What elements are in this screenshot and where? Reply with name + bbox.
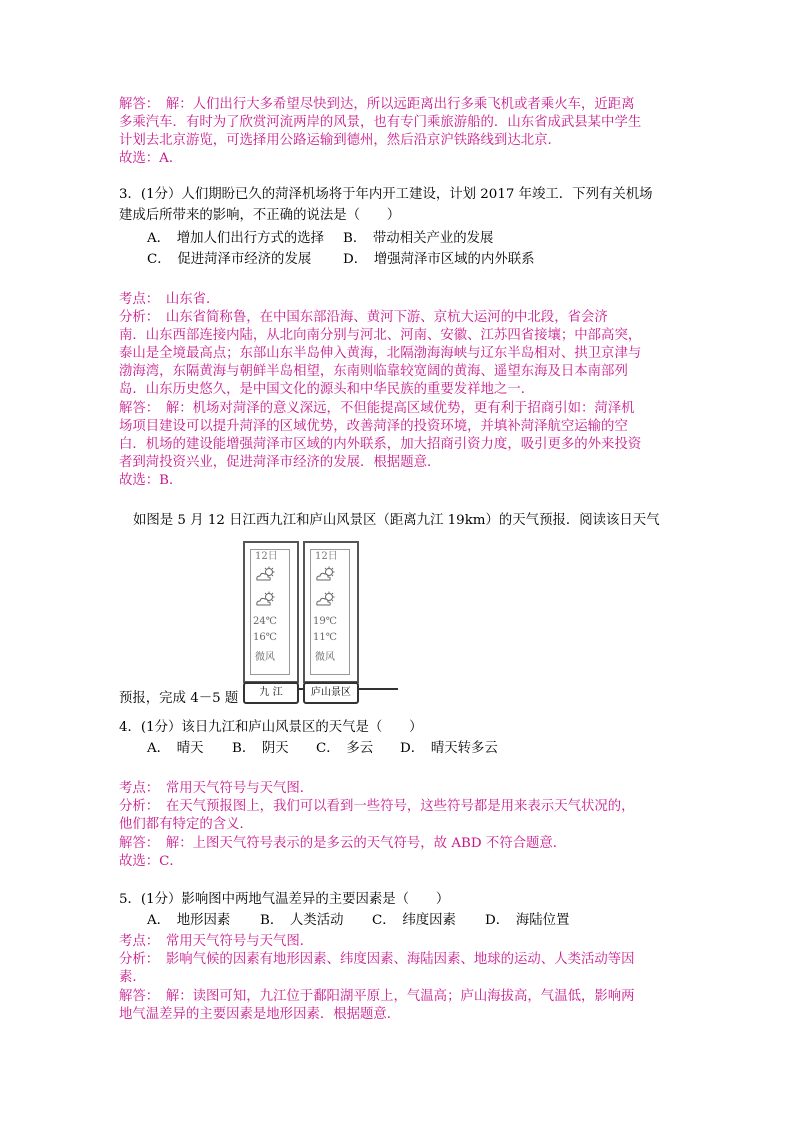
q2-answer-line-3: 计划去北京游览，可选择用公路运输到德州，然后沿京沪铁路线到达北京．: [119, 133, 561, 148]
q4-option-b: B． 阴天: [232, 741, 289, 756]
q2-choice: 故选：A．: [119, 151, 183, 166]
jiujiang-card: [243, 541, 299, 683]
q3-option-d: D． 增强菏泽市区域的内外联系: [343, 252, 535, 267]
q3-option-b: B． 带动相关产业的发展: [343, 231, 494, 246]
q5-option-c: C． 纬度因素: [372, 913, 456, 928]
lushan-high-temp: 19℃: [313, 616, 337, 627]
lushan-label: 庐山景区: [303, 682, 359, 704]
q3-option-c: C． 促进菏泽市经济的发展: [147, 252, 312, 267]
jiujiang-wind: 微风: [255, 652, 275, 663]
q3-stem-line-1: 3．(1分）人们期盼已久的菏泽机场将于年内开工建设，计划 2017 年竣工．下列有关机场: [119, 187, 653, 202]
q4-kaodian: 考点： 常用天气符号与天气图．: [119, 781, 314, 796]
q5-answer-line-2: 地气温差异的主要因素是地形因素．根据题意．: [119, 1007, 401, 1022]
q5-option-a: A． 地形因素: [147, 913, 231, 928]
intro-line-1: 如图是 5 月 12 日江西九江和庐山风景区（距离九江 19km）的天气预报．阅读该日天气: [133, 513, 660, 528]
q5-analysis-line-2: 素．: [119, 970, 146, 985]
q3-answer-line-3: 白．机场的建设能增强菏泽市区域的内外联系，加大招商引资力度，吸引更多的外来投资: [119, 437, 642, 452]
jiujiang-label: 九 江: [243, 682, 299, 704]
q4-option-d: D． 晴天转多云: [400, 741, 498, 756]
q4-option-c: C． 多云: [316, 741, 374, 756]
lushan-date: 12日: [315, 551, 338, 562]
lushan-wind: 微风: [315, 652, 335, 663]
q3-analysis-line-5: 岛．山东历史悠久，是中国文化的源头和中华民族的重要发祥地之一．: [119, 382, 535, 397]
lushan-low-temp: 11℃: [313, 632, 337, 643]
q2-answer-line-1: 解答： 解：人们出行大多希望尽快到达，所以远距离出行多乘飞机或者乘火车，近距离: [119, 97, 635, 112]
partly-cloudy-icon: [255, 591, 277, 607]
q4-option-a: A． 晴天: [147, 741, 204, 756]
q3-analysis-line-4: 渤海湾，东隔黄海与朝鲜半岛相望，东南则临靠较宽阔的黄海、遥望东海及日本南部列: [119, 364, 628, 379]
partly-cloudy-icon: [255, 566, 277, 582]
jiujiang-date: 12日: [255, 551, 278, 562]
q3-answer-line-2: 场项目建设可以提升菏泽的区域优势，改善菏泽的投资环境，并填补菏泽航空运输的空: [119, 419, 628, 434]
q3-choice: 故选：B．: [119, 473, 183, 488]
q4-choice: 故选：C．: [119, 854, 183, 869]
q4-analysis-line-1: 分析： 在天气预报图上，我们可以看到一些符号，这些符号都是用来表示天气状况的，: [119, 799, 635, 814]
q5-analysis-line-1: 分析： 影响气候的因素有地形因素、纬度因素、海陆因素、地球的运动、人类活动等因: [119, 952, 635, 967]
q3-kaodian: 考点： 山东省．: [119, 292, 220, 307]
q5-kaodian: 考点： 常用天气符号与天气图．: [119, 934, 314, 949]
q4-stem: 4．(1分）该日九江和庐山风景区的天气是（ ）: [119, 720, 423, 735]
q4-answer: 解答： 解：上图天气符号表示的是多云的天气符号，故 ABD 不符合题意．: [119, 836, 567, 851]
jiujiang-low-temp: 16℃: [253, 632, 277, 643]
q3-answer-line-1: 解答： 解：机场对菏泽的意义深远，不但能提高区域优势，更有利于招商引如：菏泽机: [119, 401, 635, 416]
partly-cloudy-icon: [315, 566, 337, 582]
q2-answer-line-2: 多乘汽车．有时为了欣赏河流两岸的风景，也有专门乘旅游船的．山东省成武县某中学生: [119, 115, 642, 130]
lushan-card: [303, 541, 359, 683]
q3-stem-line-2: 建成后所带来的影响，不正确的说法是（ ）: [119, 208, 401, 223]
q4-analysis-line-2: 他们都有特定的含义．: [119, 817, 253, 832]
q3-analysis-line-1: 分析： 山东省简称鲁，在中国东部沿海、黄河下游、京杭大运河的中北段，省会济: [119, 310, 608, 325]
jiujiang-high-temp: 24℃: [253, 616, 277, 627]
intro-line-2: 预报，完成 4－5 题: [119, 691, 239, 706]
q5-option-b: B． 人类活动: [260, 913, 344, 928]
q5-stem: 5．(1分）影响图中两地气温差异的主要因素是（ ）: [119, 892, 450, 907]
q3-analysis-line-2: 南．山东西部连接内陆，从北向南分别与河北、河南、安徽、江苏四省接壤；中部高突，: [119, 328, 642, 343]
q3-option-a: A． 增加人们出行方式的选择: [147, 231, 325, 246]
q5-answer-line-1: 解答： 解：读图可知，九江位于鄱阳湖平原上，气温高；庐山海拔高，气温低，影响两: [119, 989, 635, 1004]
weather-forecast-figure: [243, 541, 398, 704]
q3-answer-line-4: 者到菏投资兴业，促进菏泽市经济的发展．根据题意．: [119, 455, 441, 470]
q3-analysis-line-3: 泰山是全境最高点；东部山东半岛伸入黄海，北隔渤海海峡与辽东半岛相对、拱卫京津与: [119, 346, 642, 361]
q5-option-d: D． 海陆位置: [485, 913, 570, 928]
partly-cloudy-icon: [315, 591, 337, 607]
